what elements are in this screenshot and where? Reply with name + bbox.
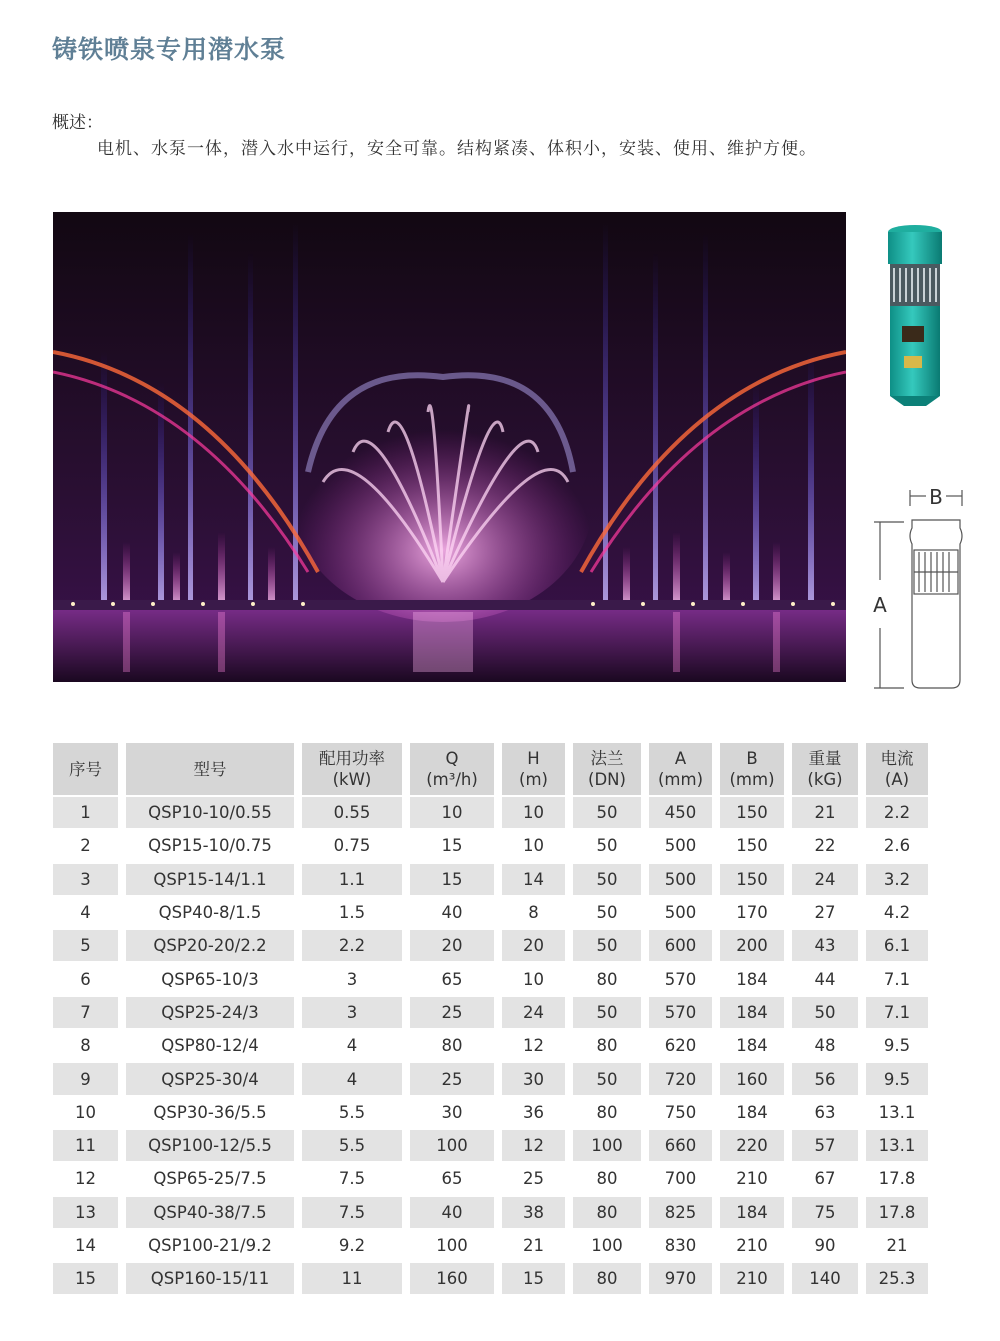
table-cell: 50 xyxy=(792,997,858,1028)
table-body xyxy=(53,797,928,1294)
table-row xyxy=(53,830,928,861)
table-cell: 3 xyxy=(53,864,118,895)
table-cell: 21 xyxy=(792,797,858,828)
table-cell: 9 xyxy=(53,1063,118,1094)
table-cell: 570 xyxy=(649,997,712,1028)
table-cell: 160 xyxy=(720,1063,784,1094)
table-cell: 500 xyxy=(649,897,712,928)
table-row xyxy=(53,997,928,1028)
table-row xyxy=(53,1230,928,1261)
table-cell: 30 xyxy=(502,1063,565,1094)
table-header-row xyxy=(53,743,928,795)
table-cell: 80 xyxy=(573,1197,641,1228)
dimension-a-label: A xyxy=(873,593,887,617)
table-row xyxy=(53,797,928,828)
table-cell: 184 xyxy=(720,1197,784,1228)
table-cell: 80 xyxy=(573,1263,641,1294)
table-cell: 80 xyxy=(573,1163,641,1194)
table-cell: 500 xyxy=(649,864,712,895)
table-cell: 80 xyxy=(573,1030,641,1061)
table-cell: 25 xyxy=(410,1063,494,1094)
table-cell: 184 xyxy=(720,1030,784,1061)
table-cell: 21 xyxy=(502,1230,565,1261)
table-cell: 9.5 xyxy=(866,1030,928,1061)
table-cell: 4 xyxy=(302,1063,402,1094)
table-cell: QSP15-14/1.1 xyxy=(126,864,294,895)
table-cell: 15 xyxy=(53,1263,118,1294)
table-cell: 25 xyxy=(410,997,494,1028)
table-cell: 100 xyxy=(573,1230,641,1261)
table-cell: 13.1 xyxy=(866,1097,928,1128)
table-cell: 7 xyxy=(53,997,118,1028)
table-cell: QSP25-24/3 xyxy=(126,997,294,1028)
table-cell: 56 xyxy=(792,1063,858,1094)
table-cell: 700 xyxy=(649,1163,712,1194)
table-cell: 1.5 xyxy=(302,897,402,928)
table-cell: 10 xyxy=(502,963,565,994)
overview-label: 概述： xyxy=(52,113,103,133)
table-cell: 184 xyxy=(720,1097,784,1128)
table-cell: 15 xyxy=(410,864,494,895)
table-cell: 22 xyxy=(792,830,858,861)
table-cell: QSP40-38/7.5 xyxy=(126,1197,294,1228)
table-cell: 11 xyxy=(53,1130,118,1161)
table-cell: 570 xyxy=(649,963,712,994)
table-cell: 4 xyxy=(302,1030,402,1061)
table-cell: 7.5 xyxy=(302,1163,402,1194)
table-cell: 184 xyxy=(720,963,784,994)
col-header: B (mm) xyxy=(720,743,784,795)
table-row xyxy=(53,1063,928,1094)
table-cell: 75 xyxy=(792,1197,858,1228)
table-cell: 7.1 xyxy=(866,963,928,994)
table-cell: 100 xyxy=(573,1130,641,1161)
table-cell: 0.55 xyxy=(302,797,402,828)
col-header: 法兰 (DN) xyxy=(573,743,641,795)
table-cell: 25 xyxy=(502,1163,565,1194)
table-cell: 65 xyxy=(410,963,494,994)
table-cell: 210 xyxy=(720,1163,784,1194)
table-cell: 0.75 xyxy=(302,830,402,861)
table-row xyxy=(53,963,928,994)
table-cell: 7.1 xyxy=(866,997,928,1028)
table-cell: 825 xyxy=(649,1197,712,1228)
table-cell: QSP100-21/9.2 xyxy=(126,1230,294,1261)
col-header: Q (m³/h) xyxy=(410,743,494,795)
table-cell: 30 xyxy=(410,1097,494,1128)
table-cell: 43 xyxy=(792,930,858,961)
table-cell: 220 xyxy=(720,1130,784,1161)
table-cell: QSP15-10/0.75 xyxy=(126,830,294,861)
col-header: 重量 (kG) xyxy=(792,743,858,795)
spec-table xyxy=(45,741,936,1296)
table-cell: 48 xyxy=(792,1030,858,1061)
fountain-photo xyxy=(53,212,846,682)
table-cell: 10 xyxy=(502,797,565,828)
table-row xyxy=(53,1097,928,1128)
table-cell: 80 xyxy=(573,1097,641,1128)
table-cell: 90 xyxy=(792,1230,858,1261)
table-cell: QSP160-15/11 xyxy=(126,1263,294,1294)
table-cell: 6 xyxy=(53,963,118,994)
table-cell: 500 xyxy=(649,830,712,861)
table-cell: 210 xyxy=(720,1263,784,1294)
col-header: 序号 xyxy=(53,743,118,795)
table-cell: 140 xyxy=(792,1263,858,1294)
table-cell: 750 xyxy=(649,1097,712,1128)
table-cell: 210 xyxy=(720,1230,784,1261)
table-cell: 720 xyxy=(649,1063,712,1094)
table-row xyxy=(53,1163,928,1194)
page-title: 铸铁喷泉专用潜水泵 xyxy=(52,35,287,64)
table-cell: 150 xyxy=(720,797,784,828)
table-cell: 12 xyxy=(502,1130,565,1161)
table-cell: 15 xyxy=(502,1263,565,1294)
table-row xyxy=(53,1197,928,1228)
table-cell: 160 xyxy=(410,1263,494,1294)
table-cell: 20 xyxy=(502,930,565,961)
table-row xyxy=(53,1263,928,1294)
col-header: A (mm) xyxy=(649,743,712,795)
table-cell: 8 xyxy=(53,1030,118,1061)
dimension-b-label: B xyxy=(929,485,943,509)
col-header: 电流 (A) xyxy=(866,743,928,795)
col-header: 配用功率 (kW) xyxy=(302,743,402,795)
table-cell: 27 xyxy=(792,897,858,928)
table-cell: 50 xyxy=(573,1063,641,1094)
table-cell: 2 xyxy=(53,830,118,861)
table-cell: 2.2 xyxy=(302,930,402,961)
overview-text: 电机、水泵一体，潜入水中运行，安全可靠。结构紧凑、体积小，安装、使用、维护方便。 xyxy=(97,139,817,159)
table-cell: 2.6 xyxy=(866,830,928,861)
table-cell: 450 xyxy=(649,797,712,828)
table-cell: 50 xyxy=(573,930,641,961)
table-cell: QSP20-20/2.2 xyxy=(126,930,294,961)
table-cell: 50 xyxy=(573,797,641,828)
table-cell: 14 xyxy=(53,1230,118,1261)
table-cell: 5.5 xyxy=(302,1097,402,1128)
table-cell: 50 xyxy=(573,997,641,1028)
table-cell: 8 xyxy=(502,897,565,928)
table-row xyxy=(53,930,928,961)
table-cell: 44 xyxy=(792,963,858,994)
table-cell: 12 xyxy=(502,1030,565,1061)
pump-image xyxy=(884,224,946,408)
table-cell: 5.5 xyxy=(302,1130,402,1161)
table-cell: 10 xyxy=(502,830,565,861)
table-cell: QSP30-36/5.5 xyxy=(126,1097,294,1128)
table-cell: 57 xyxy=(792,1130,858,1161)
table-cell: 80 xyxy=(573,963,641,994)
table-cell: 1.1 xyxy=(302,864,402,895)
table-cell: QSP65-25/7.5 xyxy=(126,1163,294,1194)
table-cell: 13.1 xyxy=(866,1130,928,1161)
table-cell: 14 xyxy=(502,864,565,895)
table-cell: 620 xyxy=(649,1030,712,1061)
table-cell: 20 xyxy=(410,930,494,961)
table-cell: 3 xyxy=(302,963,402,994)
table-cell: 50 xyxy=(573,830,641,861)
table-cell: 5 xyxy=(53,930,118,961)
table-cell: 10 xyxy=(410,797,494,828)
table-cell: 36 xyxy=(502,1097,565,1128)
table-cell: QSP40-8/1.5 xyxy=(126,897,294,928)
table-cell: 1 xyxy=(53,797,118,828)
table-cell: 38 xyxy=(502,1197,565,1228)
table-cell: 12 xyxy=(53,1163,118,1194)
table-cell: 100 xyxy=(410,1230,494,1261)
table-cell: 65 xyxy=(410,1163,494,1194)
table-row xyxy=(53,1130,928,1161)
dimension-diagram xyxy=(868,480,968,692)
table-cell: 11 xyxy=(302,1263,402,1294)
table-cell: 170 xyxy=(720,897,784,928)
table-cell: 25.3 xyxy=(866,1263,928,1294)
table-cell: QSP10-10/0.55 xyxy=(126,797,294,828)
col-header: 型号 xyxy=(126,743,294,795)
table-cell: 150 xyxy=(720,864,784,895)
table-cell: QSP65-10/3 xyxy=(126,963,294,994)
table-cell: 100 xyxy=(410,1130,494,1161)
table-cell: 2.2 xyxy=(866,797,928,828)
table-cell: 9.2 xyxy=(302,1230,402,1261)
table-cell: 40 xyxy=(410,1197,494,1228)
table-cell: 4 xyxy=(53,897,118,928)
table-cell: 17.8 xyxy=(866,1163,928,1194)
table-cell: 40 xyxy=(410,897,494,928)
table-cell: 6.1 xyxy=(866,930,928,961)
table-cell: QSP80-12/4 xyxy=(126,1030,294,1061)
table-cell: 600 xyxy=(649,930,712,961)
table-cell: 830 xyxy=(649,1230,712,1261)
table-cell: 80 xyxy=(410,1030,494,1061)
table-cell: 24 xyxy=(502,997,565,1028)
table-cell: 67 xyxy=(792,1163,858,1194)
table-cell: QSP25-30/4 xyxy=(126,1063,294,1094)
table-row xyxy=(53,897,928,928)
table-cell: 9.5 xyxy=(866,1063,928,1094)
table-cell: 50 xyxy=(573,864,641,895)
table-cell: 10 xyxy=(53,1097,118,1128)
table-cell: 63 xyxy=(792,1097,858,1128)
table-cell: 150 xyxy=(720,830,784,861)
table-cell: 13 xyxy=(53,1197,118,1228)
table-cell: 4.2 xyxy=(866,897,928,928)
table-cell: 24 xyxy=(792,864,858,895)
table-cell: 50 xyxy=(573,897,641,928)
table-cell: QSP100-12/5.5 xyxy=(126,1130,294,1161)
table-cell: 7.5 xyxy=(302,1197,402,1228)
table-cell: 970 xyxy=(649,1263,712,1294)
col-header: H (m) xyxy=(502,743,565,795)
table-cell: 3.2 xyxy=(866,864,928,895)
table-cell: 660 xyxy=(649,1130,712,1161)
table-cell: 17.8 xyxy=(866,1197,928,1228)
table-row xyxy=(53,864,928,895)
table-row xyxy=(53,1030,928,1061)
table-cell: 200 xyxy=(720,930,784,961)
table-cell: 184 xyxy=(720,997,784,1028)
table-cell: 3 xyxy=(302,997,402,1028)
table-cell: 21 xyxy=(866,1230,928,1261)
table-cell: 15 xyxy=(410,830,494,861)
